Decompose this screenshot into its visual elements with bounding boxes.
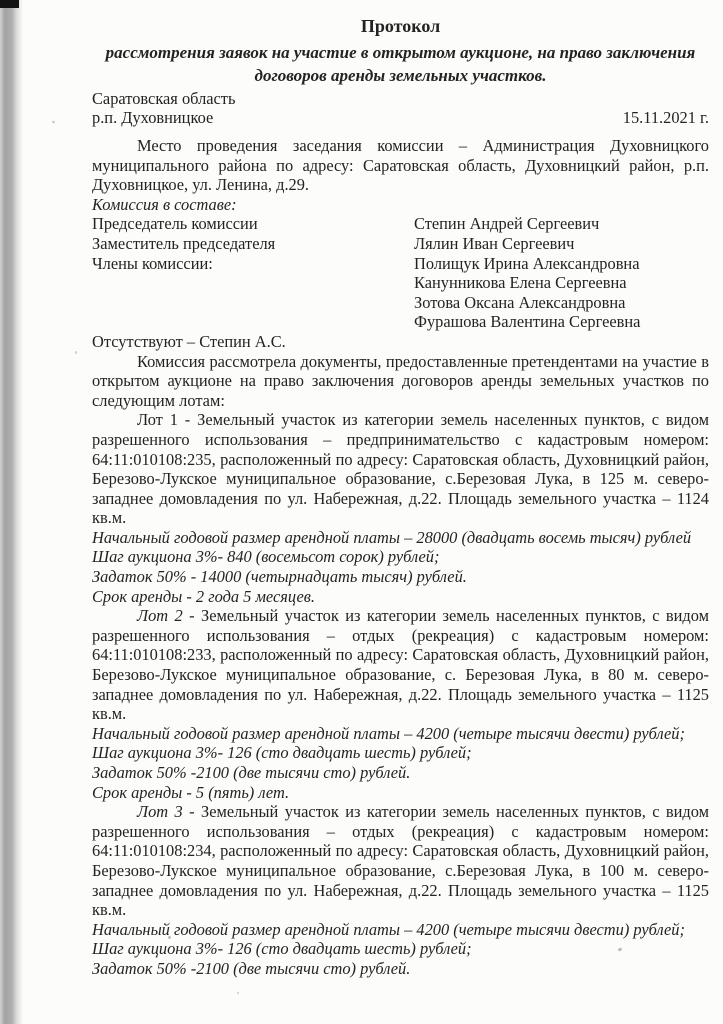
venue-paragraph: Место проведения заседания комиссии – Администрация Духовницкого муниципального района по адресу: Саратовская область, Духовницкий район, р.п. Духовницкое, ул. Ленина, д.29. — [92, 136, 709, 195]
document-body — [92, 136, 709, 979]
lot-description: - Земельный участок из категории земель населенных пунктов, с видом разрешенного использования – отдых (рекреация) с кадастровым номером: 64:11:010108:233, расположенный по адресу: Саратовская область, Духовницкий район, Березово-Лукское муниципальное образование, с. Березовая Лука, в 80 м. северо-западнее домовладения по ул. Набережная, д.22. Площадь земельного участка – 1125 кв.м. — [92, 606, 709, 724]
date-line: 15.11.2021 г. — [622, 108, 709, 127]
role-label: Заместитель председателя — [92, 233, 276, 253]
settlement-line: р.п. Духовницкое — [92, 108, 214, 127]
lot-term-line: Срок аренды - 5 (пять) лет. — [92, 782, 290, 802]
scanner-corner-artifact — [0, 0, 19, 8]
lot-term-line: Шаг аукциона 3%- 126 (сто двадцать шесть) рублей; — [92, 939, 472, 959]
lot-paragraph — [92, 410, 709, 528]
commission-row — [92, 214, 709, 234]
commission-row — [92, 254, 709, 274]
lot-paragraph — [92, 802, 709, 920]
scan-speck — [52, 120, 56, 123]
absent-line: Отсутствуют – Степин А.С. — [92, 331, 286, 351]
scan-speck — [75, 351, 77, 354]
document-subtitle — [92, 42, 709, 87]
lot-term-line: Задаток 50% -2100 (две тысячи сто) рублей. — [92, 958, 411, 978]
lot-paragraph — [92, 606, 709, 724]
lot-description: - Земельный участок из категории земель населенных пунктов, с видом разрешенного использования – предпринимательство с кадастровым номером: 64:11:010108:235, расположенный по адресу: Саратовская область, Духовницкий район, Березово-Лукское муниципальное образование, с.Березовая Лука, в 125 м. северо-западнее домовладения по ул. Набережная, д.22. Площадь земельного участка – 1124 кв.м. — [92, 410, 709, 528]
member-name: Канунникова Елена Сергеевна — [414, 273, 627, 293]
member-name: Степин Андрей Сергеевич — [414, 214, 600, 234]
lot-term-line: Начальный годовой размер арендной платы – 4200 (четыре тысячи двести) рублей; — [92, 723, 685, 743]
region-line: Саратовская область — [92, 89, 236, 108]
lot-description: - Земельный участок из категории земель населенных пунктов, с видом разрешенного использования – отдых (рекреация) с кадастровым номером: 64:11:010108:234, расположенный по адресу: Саратовская область, Духовницкий район, Березово-Лукское муниципальное образование, с.Березовая Лука, в 100 м. северо-западнее домовладения по ул. Набережная, д.22. Площадь земельного участка – 1125 кв.м. — [92, 802, 709, 920]
lot-lead: Лот 1 — [137, 410, 178, 430]
scan-speck — [237, 992, 239, 994]
commission-heading: Комиссия в составе: — [92, 194, 237, 214]
place-date-row — [92, 108, 709, 127]
lot-lead: Лот 3 — [137, 802, 183, 822]
member-name: Лялин Иван Сергеевич — [414, 233, 575, 253]
commission-row — [92, 273, 709, 293]
lot-term-line: Задаток 50% -2100 (две тысячи сто) рублей. — [92, 763, 411, 782]
review-paragraph: Комиссия рассмотрела документы, предоставленные претендентами на участие в открытом аукционе на право заключения договоров аренды земельных участков по следующим лотам: — [92, 351, 709, 410]
lot-term-line: Срок аренды - 2 года 5 месяцев. — [92, 586, 315, 606]
commission-row — [92, 234, 709, 254]
role-label — [92, 312, 414, 332]
document-content — [92, 14, 709, 979]
role-label: Председатель комиссии — [92, 214, 258, 234]
page-title: Протокол — [360, 16, 441, 36]
subtitle-line-2: договоров аренды земельных участков. — [254, 65, 547, 85]
lot-term-line: Начальный годовой размер арендной платы – 28000 (двадцать восемь тысяч) рублей — [92, 527, 692, 547]
commission-row — [92, 293, 709, 313]
role-label: Члены комиссии: — [92, 253, 213, 273]
lot-term-line: Шаг аукциона 3%- 840 (восемьсот сорок) рублей; — [92, 547, 440, 567]
lot-lead: Лот 2 — [137, 606, 183, 626]
member-name: Зотова Оксана Александровна — [414, 292, 626, 312]
role-label — [92, 293, 414, 313]
scanner-edge-shadow — [0, 0, 24, 1024]
lot-term-line: Начальный годовой размер арендной платы – 4200 (четыре тысячи двести) рублей; — [92, 919, 685, 939]
member-name: Полищук Ирина Александровна — [414, 253, 640, 273]
role-label — [92, 273, 414, 293]
lot-term-line: Шаг аукциона 3%- 126 (сто двадцать шесть) рублей; — [92, 743, 472, 763]
lot-term-line: Задаток 50% - 14000 (четырнадцать тысяч) рублей. — [92, 567, 467, 587]
subtitle-line-1: рассмотрения заявок на участие в открытом аукционе, на право заключения — [105, 43, 696, 62]
member-name: Фурашова Валентина Сергеевна — [414, 312, 641, 332]
commission-row — [92, 312, 709, 332]
